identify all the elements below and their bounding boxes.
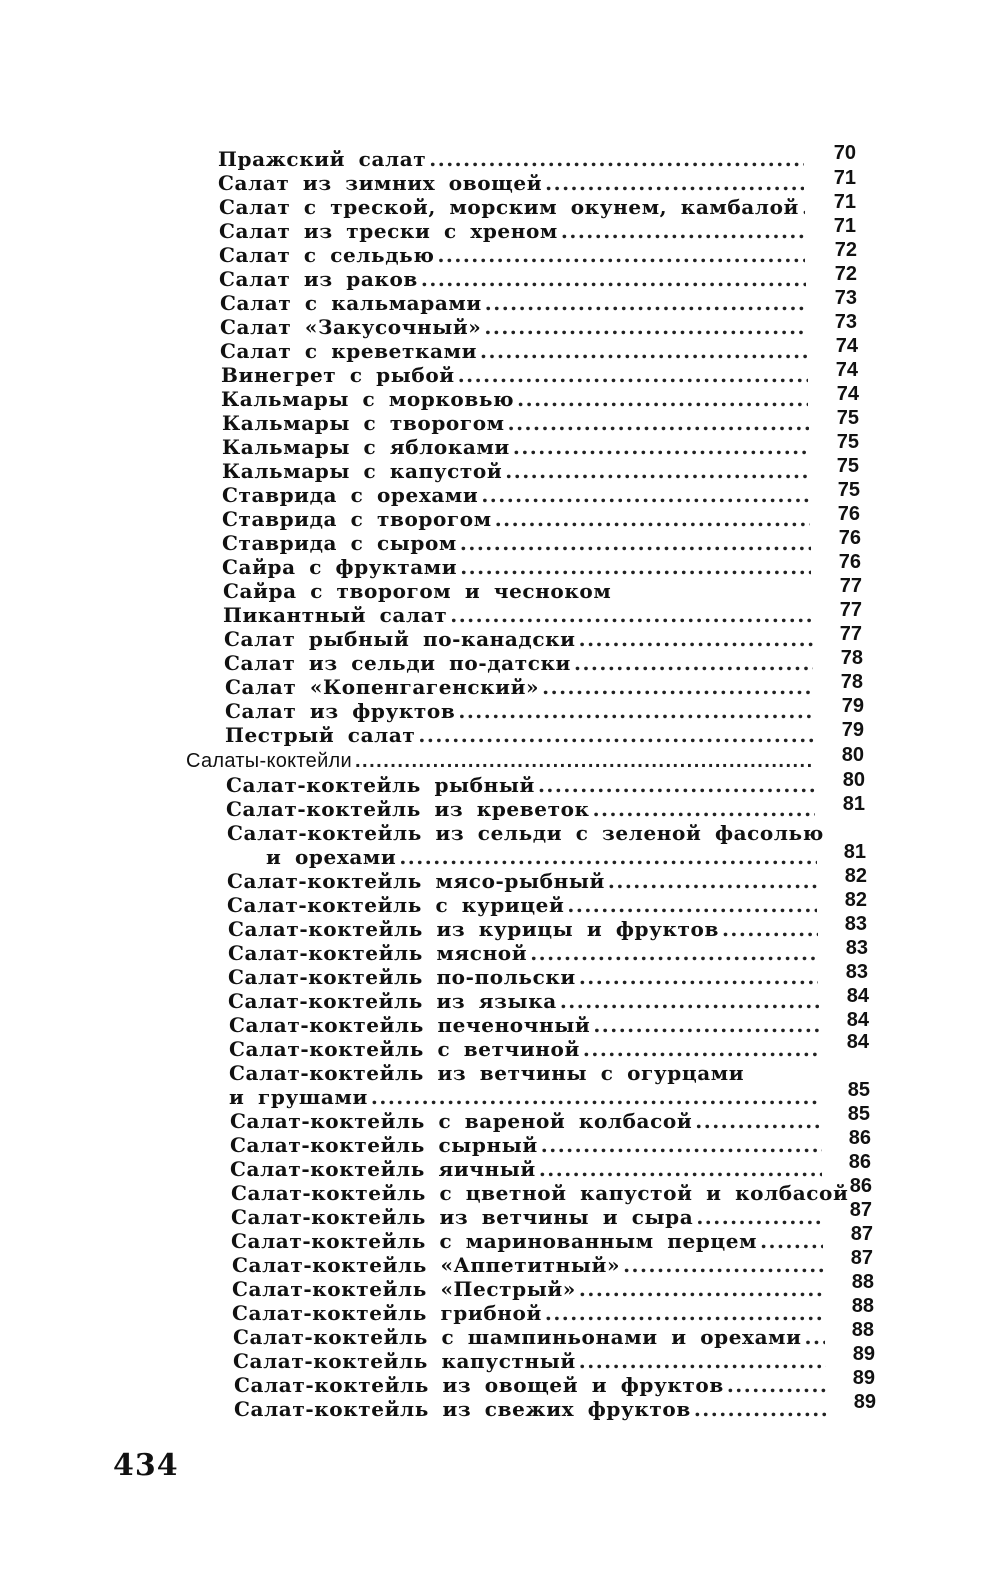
- dot-leader: [593, 797, 815, 821]
- entry-page: 75: [836, 455, 859, 477]
- entry-title: Салат-коктейль мясо-рыбный: [227, 869, 605, 893]
- toc-entry: [228, 941, 818, 965]
- dot-leader: [593, 1013, 819, 1037]
- entry-title: Пестрый салат: [225, 723, 416, 747]
- entry-page: 74: [835, 359, 858, 381]
- dot-leader: [727, 1373, 826, 1397]
- dot-leader: [450, 603, 812, 627]
- toc-entry: [230, 1109, 821, 1133]
- dot-leader: [579, 1277, 824, 1301]
- toc-entry: [222, 459, 810, 483]
- entry-title: Салат-коктейль из креветок: [226, 797, 590, 821]
- dot-leader: [458, 699, 814, 723]
- entry-page: 76: [837, 503, 860, 525]
- toc-entry: [227, 893, 817, 917]
- entry-title: Винегрет с рыбой: [221, 363, 455, 387]
- toc-entry: [229, 1037, 820, 1061]
- entry-title: и орехами: [266, 845, 397, 869]
- entry-title: Салат-коктейль из свежих фруктов: [234, 1397, 691, 1421]
- toc-entry: [227, 821, 824, 845]
- toc-entry: [226, 773, 815, 797]
- toc-entry: [224, 651, 813, 675]
- entry-page: 77: [839, 599, 862, 621]
- dot-leader: [481, 483, 810, 507]
- entry-page: 78: [840, 671, 863, 693]
- toc-entry: [218, 147, 804, 171]
- entry-page: 84: [846, 1009, 869, 1031]
- toc-entry: [221, 387, 808, 411]
- toc-entry: [219, 195, 805, 219]
- entry-title: Салат-коктейль грибной: [232, 1301, 542, 1325]
- entry-page: 74: [836, 383, 859, 405]
- entry-page: 86: [849, 1175, 872, 1197]
- dot-leader: [579, 965, 818, 989]
- entry-title: Кальмары с капустой: [222, 459, 503, 483]
- toc-entry: [220, 315, 807, 339]
- entry-title: Салат с треской, морским окунем, камбалой: [219, 195, 799, 219]
- dot-leader: [429, 147, 804, 171]
- entry-title: Салат-коктейль сырный: [230, 1133, 538, 1157]
- section-page: 80: [841, 744, 864, 766]
- entry-page: 86: [848, 1127, 871, 1149]
- entry-page: 84: [846, 985, 869, 1007]
- entry-title: Салат-коктейль из овощей и фруктов: [234, 1373, 724, 1397]
- entry-page: 87: [849, 1199, 872, 1221]
- entry-page: 71: [833, 191, 856, 213]
- entry-page: 71: [833, 167, 856, 189]
- dot-leader: [421, 267, 806, 291]
- entry-title: Ставрида с орехами: [222, 483, 479, 507]
- toc-entry: [225, 675, 814, 699]
- entry-title: Салат из зимних овощей: [218, 171, 543, 195]
- entry-page: 80: [842, 769, 865, 791]
- toc-entry: [219, 267, 806, 291]
- toc-entry: [222, 555, 811, 579]
- dot-leader: [418, 723, 814, 747]
- toc-entry: [225, 723, 814, 747]
- entry-title: Салат-коктейль по-польски: [228, 965, 576, 989]
- dot-leader: [495, 507, 810, 531]
- dot-leader: [722, 917, 818, 941]
- entry-title: Салат «Копенгагенский»: [225, 675, 540, 699]
- entry-page: 70: [833, 142, 856, 164]
- entry-title: Салат из фруктов: [225, 699, 456, 723]
- entry-title: Кальмары с яблоками: [222, 435, 510, 459]
- entry-title: Салат-коктейль с ветчиной: [229, 1037, 580, 1061]
- page-number: 434: [113, 1448, 179, 1483]
- entry-title: Ставрида с сыром: [222, 531, 457, 555]
- entry-page: 83: [844, 913, 867, 935]
- entry-title: Салат-коктейль из ветчины с огурцами: [229, 1061, 745, 1085]
- entry-page: 87: [850, 1223, 873, 1245]
- toc-entry: [223, 579, 812, 603]
- entry-page: 83: [845, 937, 868, 959]
- toc-entry: [232, 1253, 824, 1277]
- entry-page: 89: [853, 1391, 876, 1413]
- dot-leader: [485, 291, 807, 315]
- entry-title: Салат из трески с хреном: [219, 219, 558, 243]
- entry-title: Салат-коктейль капустный: [233, 1349, 576, 1373]
- entry-page: 75: [837, 479, 860, 501]
- toc-entry: [220, 291, 807, 315]
- dot-leader: [623, 1253, 824, 1277]
- entry-title: Сайра с творогом и чесноком: [223, 579, 612, 603]
- entry-title: Ставрида с творогом: [222, 507, 492, 531]
- toc-entry: [229, 1013, 819, 1037]
- dot-leader: [579, 627, 813, 651]
- toc-entry: [231, 1229, 823, 1253]
- entry-page: 71: [833, 215, 856, 237]
- toc-entry: [219, 219, 805, 243]
- entry-title: Салат-коктейль из языка: [228, 989, 557, 1013]
- entry-title: Кальмары с морковью: [221, 387, 515, 411]
- dot-leader: [561, 219, 805, 243]
- dot-leader: [542, 675, 814, 699]
- dot-leader: [508, 411, 809, 435]
- dot-leader: [695, 1109, 821, 1133]
- dot-leader: [530, 941, 818, 965]
- toc-entry: [230, 1157, 822, 1181]
- entry-title: Салат-коктейль с вареной колбасой: [230, 1109, 693, 1133]
- entry-title: Салат-коктейль мясной: [228, 941, 528, 965]
- dot-leader: [802, 195, 805, 219]
- dot-leader: [513, 435, 809, 459]
- toc-entry: [227, 869, 817, 893]
- dot-leader: [608, 869, 817, 893]
- entry-title: Салат-коктейль из курицы и фруктов: [228, 917, 719, 941]
- dot-leader: [760, 1229, 823, 1253]
- entry-page: 81: [842, 793, 865, 815]
- section-title: Салаты-коктейли: [186, 750, 352, 772]
- dot-leader: [696, 1205, 823, 1229]
- dot-leader: [560, 989, 819, 1013]
- dot-leader: [355, 749, 814, 773]
- entry-page: 82: [844, 865, 867, 887]
- entry-page: 76: [838, 551, 861, 573]
- dot-leader: [545, 1301, 825, 1325]
- dot-leader: [399, 845, 817, 869]
- entry-title: Салат-коктейль с шампиньонами и орехами: [233, 1325, 802, 1349]
- entry-title: Салат с сельдью: [219, 243, 435, 267]
- entry-title: Салат-коктейль «Аппетитный»: [232, 1253, 621, 1277]
- entry-title: Пикантный салат: [223, 603, 448, 627]
- entry-page: 84: [846, 1031, 869, 1053]
- toc-entry: [218, 171, 804, 195]
- entry-title: Салат-коктейль с маринованным перцем: [231, 1229, 758, 1253]
- dot-leader: [583, 1037, 820, 1061]
- dot-leader: [460, 531, 811, 555]
- toc-entry: [234, 1373, 826, 1397]
- entry-title: Салат-коктейль с курицей: [227, 893, 565, 917]
- section-heading: [186, 749, 814, 773]
- entry-title: Салат с креветками: [220, 339, 478, 363]
- toc-entry: [228, 989, 819, 1013]
- entry-page: 83: [845, 961, 868, 983]
- entry-title: Салат-коктейль из сельди с зеленой фасолью: [227, 821, 824, 845]
- toc-entry: [219, 243, 805, 267]
- dot-leader: [437, 243, 805, 267]
- entry-page: 88: [851, 1295, 874, 1317]
- dot-leader: [574, 651, 813, 675]
- toc-entry: [231, 1205, 823, 1229]
- toc-entry-continuation: [266, 845, 817, 869]
- entry-page: 79: [841, 719, 864, 741]
- toc-entry: [233, 1325, 825, 1349]
- entry-page: 78: [840, 647, 863, 669]
- toc-entry: [233, 1349, 826, 1373]
- toc-entry: [228, 965, 818, 989]
- entry-title: Салат-коктейль с цветной капустой и колбасой: [231, 1181, 849, 1205]
- toc-entry: [232, 1277, 824, 1301]
- dot-leader: [567, 893, 817, 917]
- entry-title: Салат рыбный по-канадски: [224, 627, 576, 651]
- entry-page: 77: [839, 623, 862, 645]
- entry-page: 89: [852, 1343, 875, 1365]
- toc-entry: [222, 435, 809, 459]
- dot-leader: [694, 1397, 827, 1421]
- entry-title: Салат-коктейль «Пестрый»: [232, 1277, 576, 1301]
- toc-entry: [223, 603, 812, 627]
- entry-title: Салат-коктейль печеночный: [229, 1013, 591, 1037]
- entry-page: 87: [850, 1247, 873, 1269]
- dot-leader: [484, 315, 807, 339]
- toc-entry: [222, 531, 811, 555]
- entry-page: 72: [834, 239, 857, 261]
- entry-page: 79: [841, 695, 864, 717]
- dot-leader: [539, 1157, 822, 1181]
- toc-entry: [220, 339, 807, 363]
- toc-entry: [234, 1397, 827, 1421]
- entry-title: Салат из раков: [219, 267, 418, 291]
- entry-title: и грушами: [229, 1085, 368, 1109]
- entry-page: 77: [839, 575, 862, 597]
- entry-page: 73: [834, 287, 857, 309]
- entry-page: 86: [848, 1151, 871, 1173]
- dot-leader: [538, 773, 815, 797]
- entry-page: 88: [851, 1271, 874, 1293]
- entry-page: 72: [834, 263, 857, 285]
- toc-entry: [225, 699, 814, 723]
- entry-title: Салат из сельди по-датски: [224, 651, 571, 675]
- entry-page: 75: [836, 407, 859, 429]
- entry-page: 85: [847, 1079, 870, 1101]
- dot-leader: [545, 171, 804, 195]
- dot-leader: [541, 1133, 822, 1157]
- toc-entry: [230, 1133, 822, 1157]
- toc-entry: [221, 363, 808, 387]
- toc-entry: [229, 1061, 820, 1085]
- toc-entry-continuation: [229, 1085, 821, 1109]
- dot-leader: [505, 459, 810, 483]
- toc-entry: [222, 411, 809, 435]
- entry-page: 74: [835, 335, 858, 357]
- entry-title: Салат «Закусочный»: [220, 315, 482, 339]
- toc-entry: [231, 1181, 849, 1205]
- entry-page: 82: [844, 889, 867, 911]
- toc-entry: [228, 917, 818, 941]
- entry-page: 76: [838, 527, 861, 549]
- dot-leader: [460, 555, 811, 579]
- dot-leader: [805, 1325, 825, 1349]
- entry-title: Салат-коктейль из ветчины и сыра: [231, 1205, 694, 1229]
- entry-page: 73: [834, 311, 857, 333]
- toc-entry: [224, 627, 813, 651]
- entry-title: Пражский салат: [218, 147, 427, 171]
- dot-leader: [458, 363, 808, 387]
- entry-title: Сайра с фруктами: [222, 555, 458, 579]
- entry-title: Салат с кальмарами: [220, 291, 482, 315]
- entry-page: 89: [852, 1367, 875, 1389]
- dot-leader: [517, 387, 808, 411]
- dot-leader: [371, 1085, 821, 1109]
- toc-entry: [232, 1301, 825, 1325]
- entry-page: 85: [847, 1103, 870, 1125]
- entry-page: 75: [836, 431, 859, 453]
- dot-leader: [579, 1349, 826, 1373]
- entry-title: Кальмары с творогом: [222, 411, 505, 435]
- toc-entry: [222, 483, 810, 507]
- entry-page: 81: [843, 841, 866, 863]
- toc-entry: [222, 507, 810, 531]
- dot-leader: [480, 339, 807, 363]
- entry-title: Салат-коктейль яичный: [230, 1157, 536, 1181]
- entry-page: 88: [851, 1319, 874, 1341]
- entry-title: Салат-коктейль рыбный: [226, 773, 535, 797]
- toc-entry: [226, 797, 815, 821]
